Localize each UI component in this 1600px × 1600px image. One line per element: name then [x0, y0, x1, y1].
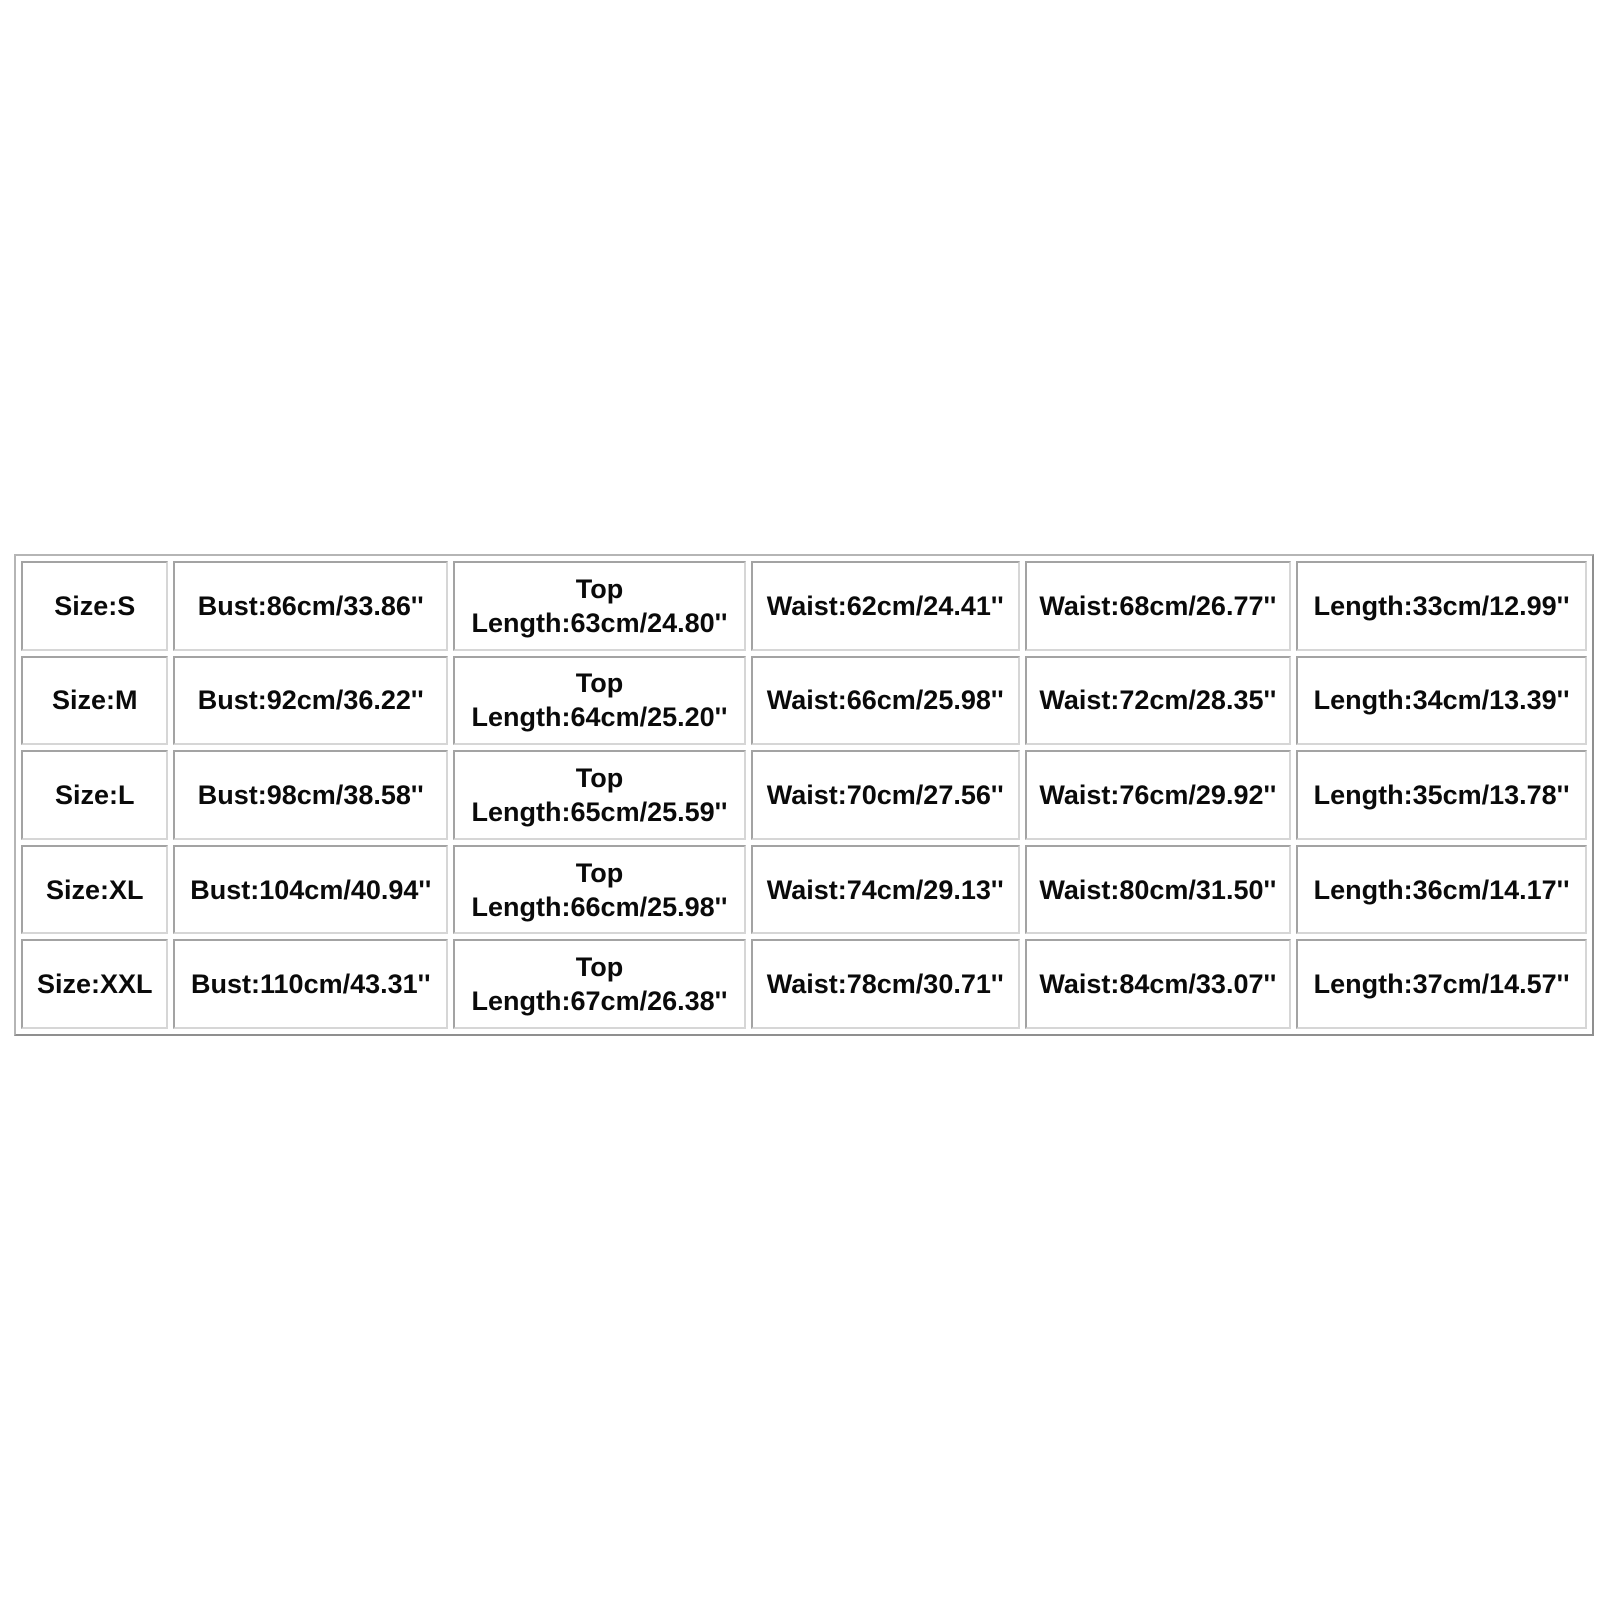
size-cell: Size:XXL	[21, 939, 168, 1029]
table-row	[21, 750, 1587, 840]
length-cell: Length:36cm/14.17''	[1296, 845, 1587, 935]
waist-cell: Waist:70cm/27.56''	[751, 750, 1020, 840]
top-length-cell: Top Length:67cm/26.38''	[453, 939, 746, 1029]
table-row	[21, 845, 1587, 935]
waist-cell: Waist:74cm/29.13''	[751, 845, 1020, 935]
top-length-cell: Top Length:65cm/25.59''	[453, 750, 746, 840]
bust-cell: Bust:104cm/40.94''	[173, 845, 448, 935]
top-length-cell: Top Length:64cm/25.20''	[453, 656, 746, 746]
waist-cell: Waist:72cm/28.35''	[1025, 656, 1292, 746]
waist-cell: Waist:68cm/26.77''	[1025, 561, 1292, 651]
top-length-cell: Top Length:66cm/25.98''	[453, 845, 746, 935]
size-cell: Size:M	[21, 656, 168, 746]
waist-cell: Waist:62cm/24.41''	[751, 561, 1020, 651]
length-cell: Length:33cm/12.99''	[1296, 561, 1587, 651]
table-row	[21, 656, 1587, 746]
table-row	[21, 561, 1587, 651]
bust-cell: Bust:92cm/36.22''	[173, 656, 448, 746]
table-row	[21, 939, 1587, 1029]
length-cell: Length:37cm/14.57''	[1296, 939, 1587, 1029]
top-length-cell: Top Length:63cm/24.80''	[453, 561, 746, 651]
waist-cell: Waist:84cm/33.07''	[1025, 939, 1292, 1029]
size-cell: Size:XL	[21, 845, 168, 935]
waist-cell: Waist:80cm/31.50''	[1025, 845, 1292, 935]
waist-cell: Waist:76cm/29.92''	[1025, 750, 1292, 840]
size-cell: Size:S	[21, 561, 168, 651]
waist-cell: Waist:78cm/30.71''	[751, 939, 1020, 1029]
size-cell: Size:L	[21, 750, 168, 840]
bust-cell: Bust:98cm/38.58''	[173, 750, 448, 840]
waist-cell: Waist:66cm/25.98''	[751, 656, 1020, 746]
size-chart-table	[14, 554, 1594, 1036]
length-cell: Length:34cm/13.39''	[1296, 656, 1587, 746]
bust-cell: Bust:86cm/33.86''	[173, 561, 448, 651]
length-cell: Length:35cm/13.78''	[1296, 750, 1587, 840]
bust-cell: Bust:110cm/43.31''	[173, 939, 448, 1029]
